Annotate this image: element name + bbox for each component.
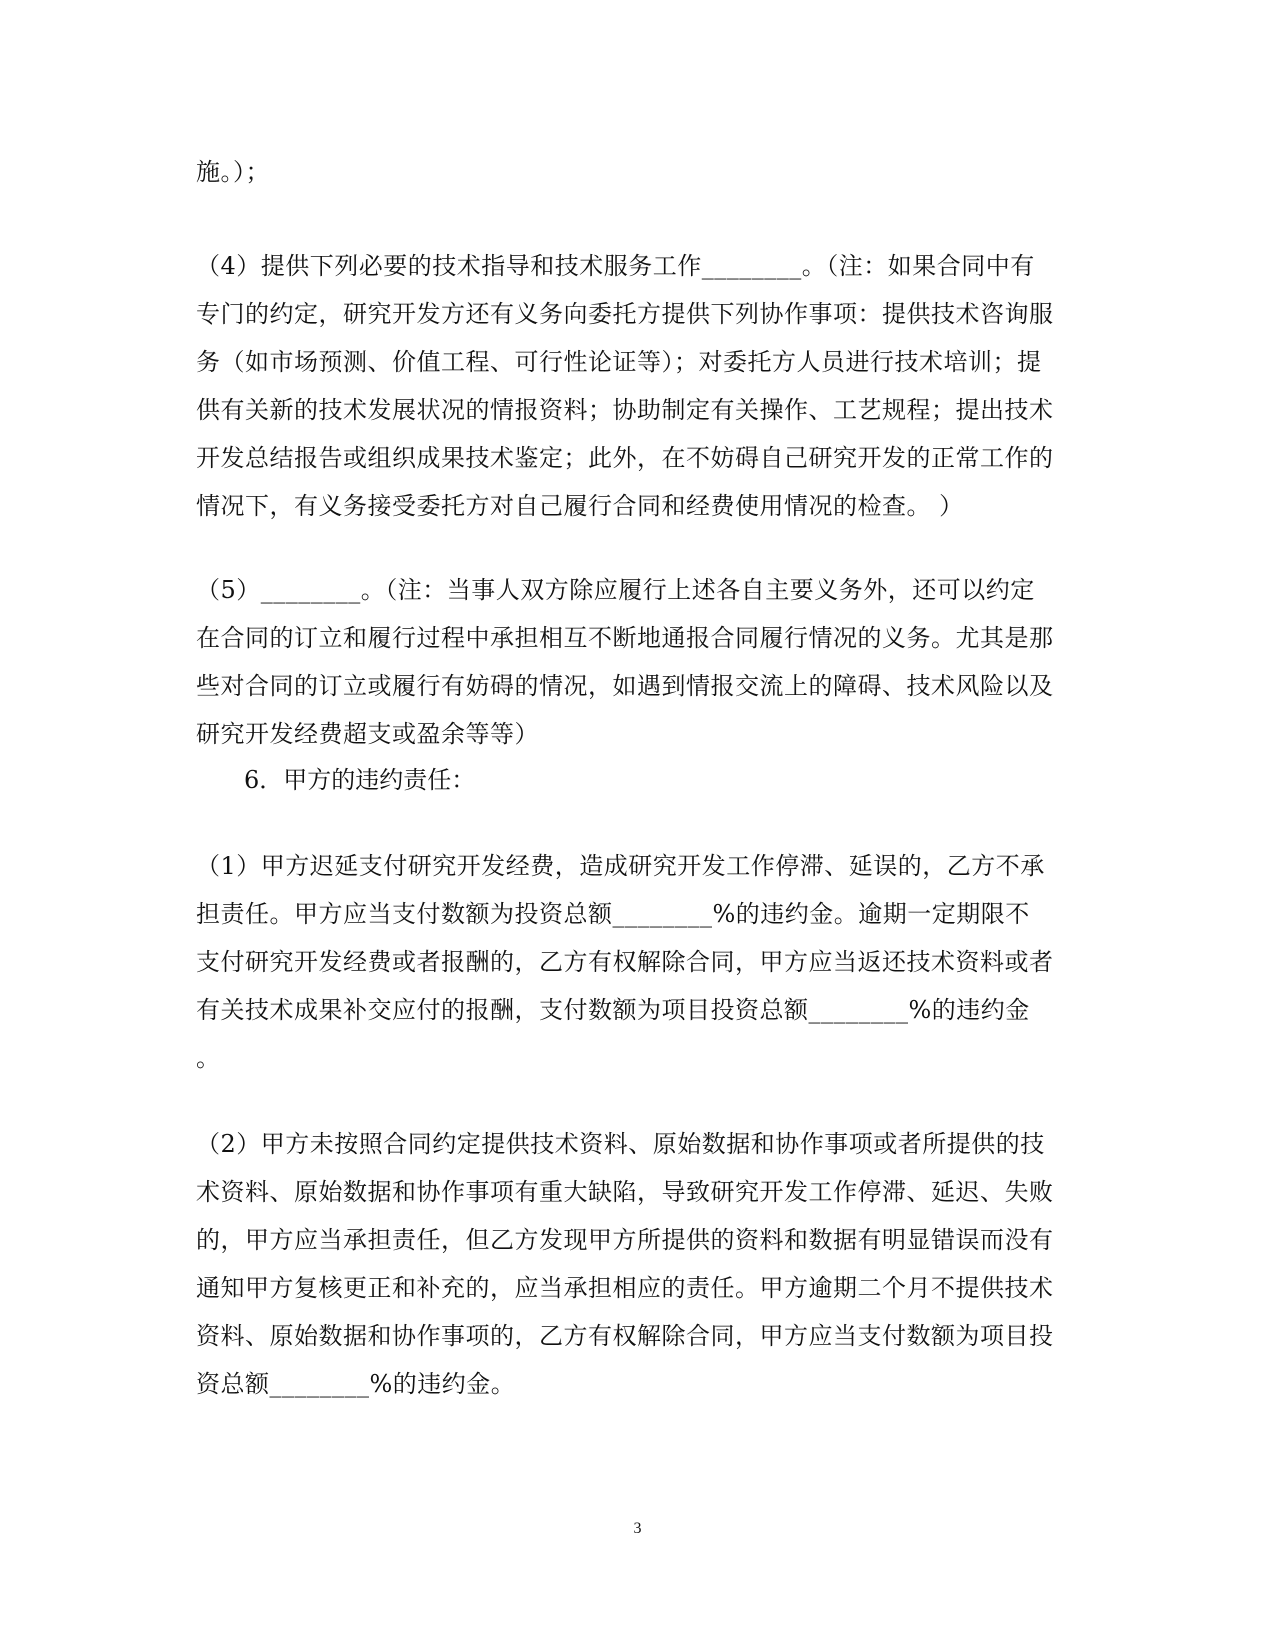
text-line: 开发总结报告或组织成果技术鉴定；此外，在不妨碍自己研究开发的正常工作的 (196, 444, 1054, 472)
text-line: 资料、原始数据和协作事项的，乙方有权解除合同，甲方应当支付数额为项目投 (196, 1322, 1054, 1350)
text-line: 支付研究开发经费或者报酬的，乙方有权解除合同，甲方应当返还技术资料或者 (196, 948, 1054, 976)
page-number: 3 (633, 1520, 642, 1537)
paragraph-item-5 (196, 566, 1076, 758)
paragraph-clause-2 (196, 1120, 1076, 1408)
text-line: （4）提供下列必要的技术指导和技术服务工作________。（注：如果合同中有 (196, 252, 1035, 280)
text-line: 务（如市场预测、价值工程、可行性论证等）；对委托方人员进行技术培训；提 (196, 348, 1042, 376)
text-line: 担责任。甲方应当支付数额为投资总额________%的违约金。逾期一定期限不 (196, 900, 1030, 928)
text-line: 供有关新的技术发展状况的情报资料；协助制定有关操作、工艺规程；提出技术 (196, 396, 1054, 424)
text-line: （5）________。（注：当事人双方除应履行上述各自主要义务外，还可以约定 (196, 576, 1035, 604)
paragraph-clause-1 (196, 842, 1076, 1082)
text-line: （1）甲方迟延支付研究开发经费，造成研究开发工作停滞、延误的，乙方不承 (196, 852, 1045, 880)
text-line: 术资料、原始数据和协作事项有重大缺陷，导致研究开发工作停滞、延迟、失败 (196, 1178, 1054, 1206)
text-line: 情况下，有义务接受委托方对自己履行合同和经费使用情况的检查。 ） (196, 492, 964, 520)
section-heading: 6．甲方的违约责任： (244, 766, 476, 794)
text-line: 资总额________%的违约金。 (196, 1370, 516, 1398)
text-line: 。 (196, 1044, 221, 1072)
paragraph-item-4 (196, 242, 1076, 530)
text-line: 的，甲方应当承担责任，但乙方发现甲方所提供的资料和数据有明显错误而没有 (196, 1226, 1054, 1254)
text-line: 研究开发经费超支或盈余等等） (196, 720, 539, 748)
text-line: 专门的约定，研究开发方还有义务向委托方提供下列协作事项：提供技术咨询服 (196, 300, 1054, 328)
text-line: 在合同的订立和履行过程中承担相互不断地通报合同履行情况的义务。尤其是那 (196, 624, 1054, 652)
text-line: 通知甲方复核更正和补充的，应当承担相应的责任。甲方逾期二个月不提供技术 (196, 1274, 1054, 1302)
paragraph-continuation (196, 148, 1076, 196)
text-line: 有关技术成果补交应付的报酬，支付数额为项目投资总额________%的违约金 (196, 996, 1030, 1024)
text-line: 施。）； (196, 158, 270, 186)
text-line: （2）甲方未按照合同约定提供技术资料、原始数据和协作事项或者所提供的技 (196, 1130, 1045, 1158)
text-line: 些对合同的订立或履行有妨碍的情况，如遇到情报交流上的障碍、技术风险以及 (196, 672, 1054, 700)
